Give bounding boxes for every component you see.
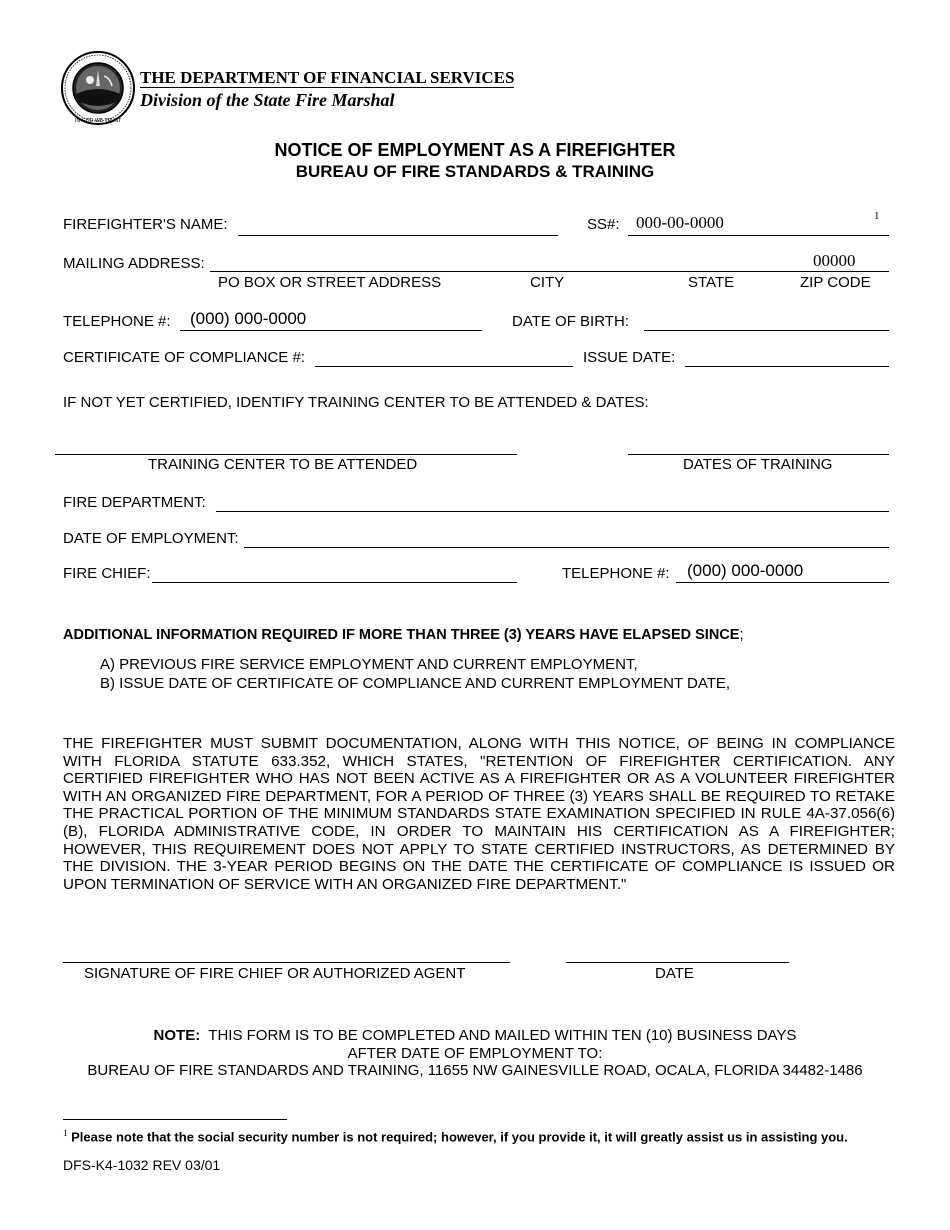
state-sublabel: STATE [688, 274, 735, 291]
ss-footnote-marker: 1 [874, 210, 880, 222]
fire-department-field[interactable] [216, 511, 889, 512]
training-prompt: IF NOT YET CERTIFIED, IDENTIFY TRAINING CENTER TO BE ATTENDED & DATES: [63, 394, 649, 411]
training-center-sublabel: TRAINING CENTER TO BE ATTENDED [148, 456, 418, 473]
zip-value[interactable]: 00000 [813, 251, 856, 270]
chief-telephone-label: TELEPHONE #: [562, 565, 670, 582]
additional-item-a: A) PREVIOUS FIRE SERVICE EMPLOYMENT AND CURRENT EMPLOYMENT, [100, 656, 638, 673]
footnote-marker: 1 [63, 1128, 68, 1138]
signature-label: SIGNATURE OF FIRE CHIEF OR AUTHORIZED AGENT [84, 965, 466, 982]
firefighter-name-field[interactable] [238, 235, 558, 236]
date-of-employment-field[interactable] [244, 547, 889, 548]
signature-date-field[interactable] [566, 962, 789, 963]
telephone-label: TELEPHONE #: [63, 313, 171, 330]
additional-info-heading [63, 627, 743, 643]
certificate-label: CERTIFICATE OF COMPLIANCE #: [63, 349, 305, 366]
note-line-1 [0, 1027, 950, 1044]
street-sublabel: PO BOX OR STREET ADDRESS [218, 274, 442, 291]
signature-date-label: DATE [655, 965, 694, 982]
note-line-3: BUREAU OF FIRE STANDARDS AND TRAINING, 11655 NW GAINESVILLE ROAD, OCALA, FLORIDA 34482-1486 [87, 1062, 863, 1079]
dates-of-training-sublabel: DATES OF TRAINING [683, 456, 833, 473]
footnote-text: Please note that the social security number is not required; however, if you provide it, it will greatly assist us in assisting you. [71, 1129, 848, 1145]
footnote-divider [63, 1119, 287, 1120]
firefighter-name-label: FIREFIGHTER'S NAME: [63, 216, 228, 233]
chief-telephone-value[interactable]: (000) 000-0000 [687, 561, 804, 580]
dates-of-training-field[interactable] [628, 454, 889, 455]
fire-chief-field[interactable] [152, 582, 517, 583]
mailing-address-field[interactable] [210, 271, 889, 272]
additional-info-heading-suffix: ; [739, 627, 744, 643]
note-line-1-text: THIS FORM IS TO BE COMPLETED AND MAILED WITHIN TEN (10) BUSINESS DAYS [200, 1027, 797, 1044]
note-bold-label: NOTE: [153, 1027, 201, 1044]
svg-text:IN GOD WE TRUST: IN GOD WE TRUST [74, 118, 122, 124]
date-of-employment-label: DATE OF EMPLOYMENT: [63, 530, 239, 547]
ss-field-line [628, 235, 889, 236]
statute-paragraph: THE FIREFIGHTER MUST SUBMIT DOCUMENTATION, ALONG WITH THIS NOTICE, OF BEING IN COMPLIANCE WITH FLORIDA STATUTE 633.352, WHICH STATES, "RETENTION OF FIREFIGHTER CERTIFICATION. ANY CERTIFIED FIREFIGHTER WHO HAS NOT BEEN ACTIVE AS A FIREFIGHTER OR AS A VOLUNTEER FIREFIGHTER WITH AN ORGANIZED FIRE DEPARTMENT, FOR A PERIOD OF THREE (3) YEARS SHALL BE REQUIRED TO RETAKE THE PRACTICAL PORTION OF THE MINIMUM STANDARDS STATE EXAMINATION SPECIFIED IN RULE 4A-37.056(6)(B), FLORIDA ADMINISTRATIVE CODE, IN ORDER TO MAINTAIN HIS CERTIFICATION AS A FIREFIGHTER; HOWEVER, THIS REQUIREMENT DOES NOT APPLY TO STATE CERTIFIED INSTRUCTORS, AS DETERMINED BY THE DIVISION. THE 3-YEAR PERIOD BEGINS ON THE DATE THE CERTIFICATE OF COMPLIANCE IS ISSUED OR UPON TERMINATION OF SERVICE WITH AN ORGANIZED FIRE DEPARTMENT." [63, 735, 895, 893]
form-title: NOTICE OF EMPLOYMENT AS A FIREFIGHTER [274, 140, 676, 160]
ss-value[interactable]: 000-00-0000 [636, 213, 724, 232]
chief-telephone-field-line [676, 582, 889, 583]
footnote [63, 1128, 848, 1144]
training-center-field[interactable] [55, 454, 517, 455]
florida-state-seal-icon [60, 50, 136, 126]
date-of-birth-label: DATE OF BIRTH: [512, 313, 629, 330]
issue-date-field[interactable] [685, 366, 889, 367]
issue-date-label: ISSUE DATE: [583, 349, 676, 366]
additional-item-b: B) ISSUE DATE OF CERTIFICATE OF COMPLIANCE AND CURRENT EMPLOYMENT DATE, [100, 675, 731, 692]
ss-label: SS#: [587, 216, 620, 233]
certificate-field[interactable] [315, 366, 573, 367]
note-line-2: AFTER DATE OF EMPLOYMENT TO: [347, 1045, 603, 1062]
telephone-field-line [180, 330, 482, 331]
additional-info-heading-text: ADDITIONAL INFORMATION REQUIRED IF MORE THAN THREE (3) YEARS HAVE ELAPSED SINCE [63, 627, 740, 643]
form-id: DFS-K4-1032 REV 03/01 [63, 1157, 221, 1173]
form-subtitle: BUREAU OF FIRE STANDARDS & TRAINING [295, 162, 655, 181]
fire-chief-label: FIRE CHIEF: [63, 565, 151, 582]
division-name: Division of the State Fire Marshal [140, 90, 395, 110]
date-of-birth-field[interactable] [644, 330, 889, 331]
department-name: THE DEPARTMENT OF FINANCIAL SERVICES [140, 68, 515, 87]
signature-field[interactable] [63, 962, 510, 963]
telephone-value[interactable]: (000) 000-0000 [190, 309, 307, 328]
city-sublabel: CITY [530, 274, 565, 291]
mailing-address-label: MAILING ADDRESS: [63, 255, 205, 272]
zip-sublabel: ZIP CODE [800, 274, 871, 291]
fire-department-label: FIRE DEPARTMENT: [63, 494, 206, 511]
